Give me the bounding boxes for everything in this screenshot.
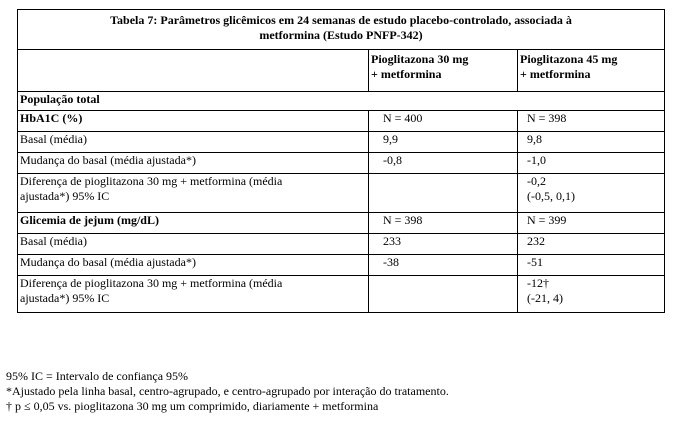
header-30-line1: Pioglitazona 30 mg (371, 52, 469, 66)
hba1c-n-30: N = 400 (369, 111, 518, 132)
table-title-line1: Tabela 7: Parâmetros glicêmicos em 24 semanas de estudo placebo-controlado, associada à (110, 13, 572, 27)
header-empty-cell (18, 50, 369, 92)
glicemia-basal-45: 232 (518, 234, 665, 255)
table-title (18, 10, 665, 50)
hba1c-diff-label-line1: Diferença de pioglitazona 30 mg + metformina (média (20, 174, 283, 188)
header-45-line2: + metformina (520, 67, 591, 81)
glicemia-diff-45-line1: -12† (527, 276, 549, 290)
glicemia-diff-45 (518, 276, 665, 313)
table-row-glicemia-diff (18, 276, 665, 313)
hba1c-diff-45 (518, 174, 665, 213)
glicemia-diff-label-line2: ajustada*) 95% IC (20, 291, 110, 305)
header-pioglitazone-30 (369, 50, 518, 92)
hba1c-n-45: N = 398 (518, 111, 665, 132)
glicemia-diff-label-line1: Diferença de pioglitazona 30 mg + metformina (média (20, 276, 283, 290)
hba1c-basal-45: 9,8 (518, 132, 665, 153)
hba1c-change-45: -1,0 (518, 153, 665, 174)
glicemia-change-label: Mudança do basal (média ajustada*) (18, 255, 369, 276)
glicemia-label: Glicemia de jejum (mg/dL) (18, 213, 369, 234)
table-row-hba1c (18, 111, 665, 132)
hba1c-change-30: -0,8 (369, 153, 518, 174)
glicemia-diff-30 (369, 276, 518, 313)
glicemia-diff-label (18, 276, 369, 313)
hba1c-basal-label: Basal (média) (18, 132, 369, 153)
table-row-glicemia-change (18, 255, 665, 276)
hba1c-diff-label (18, 174, 369, 213)
glicemia-change-45: -51 (518, 255, 665, 276)
hba1c-basal-30: 9,9 (369, 132, 518, 153)
hba1c-diff-30 (369, 174, 518, 213)
header-45-line1: Pioglitazona 45 mg (520, 52, 618, 66)
glicemia-change-30: -38 (369, 255, 518, 276)
hba1c-diff-45-line2: (-0,5, 0,1) (527, 189, 575, 203)
glicemia-n-30: N = 398 (369, 213, 518, 234)
hba1c-diff-45-line1: -0,2 (527, 174, 546, 188)
table-row-glicemia-basal (18, 234, 665, 255)
hba1c-change-label: Mudança do basal (média ajustada*) (18, 153, 369, 174)
header-pioglitazone-45 (518, 50, 665, 92)
table-row-hba1c-basal (18, 132, 665, 153)
hba1c-diff-label-line2: ajustada*) 95% IC (20, 189, 110, 203)
table-row-hba1c-diff (18, 174, 665, 213)
footnote-ci: 95% IC = Intervalo de confiança 95% (6, 369, 189, 383)
table-row-glicemia (18, 213, 665, 234)
glycemic-parameters-table (17, 9, 665, 313)
table-row-hba1c-change (18, 153, 665, 174)
glicemia-basal-30: 233 (369, 234, 518, 255)
table-title-line2: metformina (Estudo PNFP-342) (259, 28, 423, 42)
glicemia-basal-label: Basal (média) (18, 234, 369, 255)
footnotes (6, 369, 449, 414)
column-header-row (18, 50, 665, 92)
footnote-dagger: † p ≤ 0,05 vs. pioglitazona 30 mg um comprimido, diariamente + metformina (6, 399, 379, 413)
glicemia-n-45: N = 399 (518, 213, 665, 234)
hba1c-label: HbA1C (%) (18, 111, 369, 132)
section-row-population (18, 92, 665, 111)
footnote-adjusted: *Ajustado pela linha basal, centro-agrupado, e centro-agrupado por interação do tratamento. (6, 384, 449, 398)
glicemia-diff-45-line2: (-21, 4) (527, 291, 563, 305)
table-title-row (18, 10, 665, 50)
section-population: População total (18, 92, 665, 111)
header-30-line2: + metformina (371, 67, 442, 81)
